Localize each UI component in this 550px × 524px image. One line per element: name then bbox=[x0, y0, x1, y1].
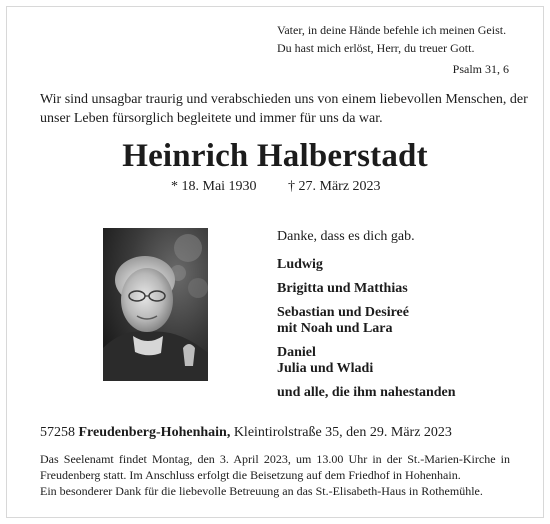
mourner-group-2 bbox=[277, 281, 527, 297]
bible-verse bbox=[277, 21, 517, 57]
mourner-name: Brigitta und Matthias bbox=[277, 281, 408, 296]
deceased-name: Heinrich Halberstadt bbox=[122, 138, 428, 174]
service-line-1: Das Seelenamt findet Montag, den 3. April 2023, um 13.00 Uhr in der St.-Marien-Kirche in bbox=[40, 452, 510, 466]
mourner-name: Julia und Wladi bbox=[277, 361, 374, 376]
intro-text bbox=[40, 90, 528, 128]
mourner-name: Ludwig bbox=[277, 257, 323, 272]
mourner-name: Daniel bbox=[277, 345, 316, 360]
mourner-name: und alle, die ihm nahestanden bbox=[277, 385, 456, 400]
mourner-name: Sebastian und Desireé bbox=[277, 305, 409, 320]
verse-line-2: Du hast mich erlöst, Herr, du treuer Gott. bbox=[277, 41, 475, 55]
postcode: 57258 bbox=[40, 425, 75, 440]
thanks-line: Danke, dass es dich gab. bbox=[277, 229, 415, 244]
verse-line-1: Vater, in deine Hände befehle ich meinen Geist. bbox=[277, 23, 507, 37]
mourners-list bbox=[277, 228, 527, 409]
mourner-group-5 bbox=[277, 385, 527, 401]
service-line-2: Freudenberg statt. Im Anschluss erfolgt die Beisetzung auf dem Friedhof in Hohenhain. bbox=[40, 468, 461, 482]
address-rest: Kleintirolstraße 35, den 29. März 2023 bbox=[233, 425, 452, 440]
portrait-photo bbox=[103, 228, 208, 381]
mourner-name: mit Noah und Lara bbox=[277, 321, 393, 336]
mourner-group-3 bbox=[277, 305, 527, 337]
address-line bbox=[40, 424, 452, 442]
verse-source: Psalm 31, 6 bbox=[452, 62, 509, 76]
birth-date: * 18. Mai 1930 bbox=[171, 179, 257, 194]
intro-line-2: unser Leben fürsorglich begleitete und immer für uns da war. bbox=[40, 111, 383, 126]
mourner-group-4 bbox=[277, 345, 527, 377]
intro-line-1: Wir sind unsagbar traurig und verabschieden uns von einem liebevollen Menschen, der bbox=[40, 92, 528, 107]
mourner-group-1 bbox=[277, 257, 527, 273]
service-notice bbox=[40, 451, 510, 499]
town: Freudenberg-Hohenhain, bbox=[78, 425, 231, 440]
death-date: † 27. März 2023 bbox=[288, 179, 381, 194]
service-line-3: Ein besonderer Dank für die liebevolle Betreuung an das St.-Elisabeth-Haus in Rothemühle. bbox=[40, 484, 483, 498]
